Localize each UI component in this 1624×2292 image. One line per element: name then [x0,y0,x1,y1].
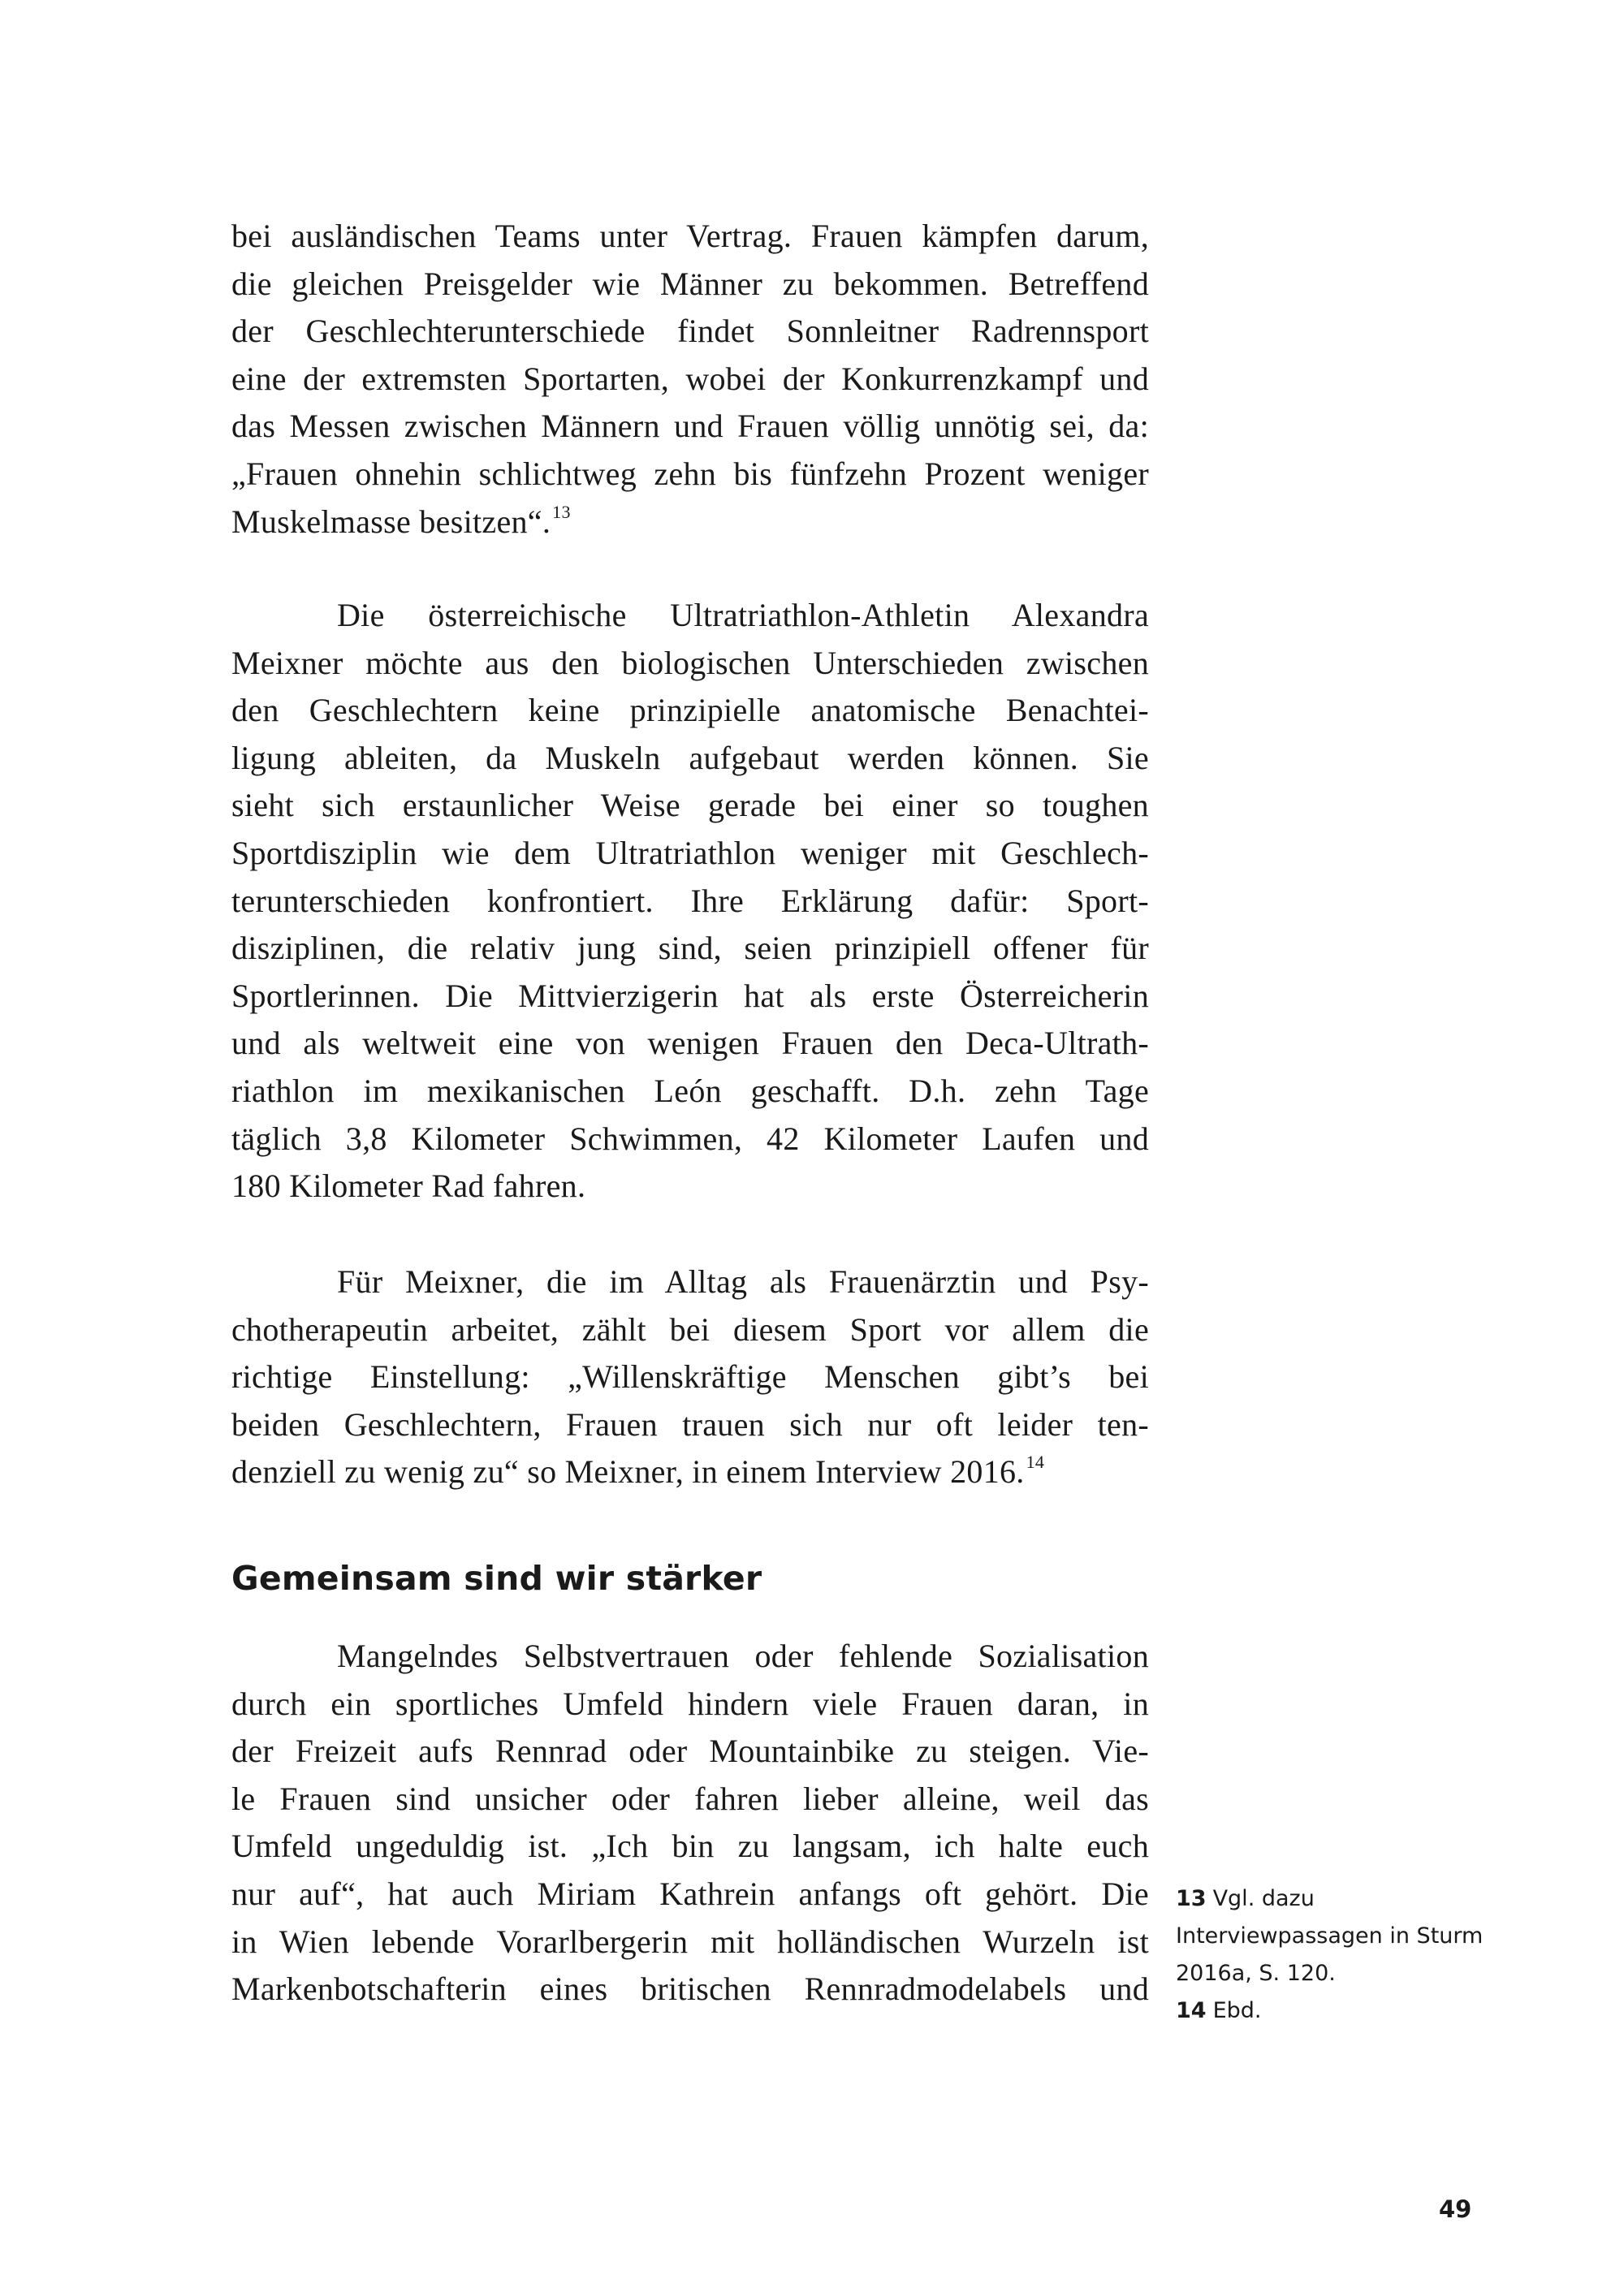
text-line: bei ausländischen Teams unter Vertrag. Frauen kämpfen darum, [231,218,1149,254]
page-number: 49 [1439,2195,1472,2223]
text-line: Sportlerinnen. Die Mittvierzigerin hat als erste Österreicherin [231,977,1149,1014]
text-line [231,1448,1149,1496]
text-line: disziplinen, die relativ jung sind, seien prinzipiell offener für [231,930,1149,967]
text-line: Die österreichische Ultratriathlon-Athletin Alexandra [337,597,1149,633]
footnote-line [1176,1992,1484,2030]
text-line: „Frauen ohnehin schlichtweg zehn bis fünfzehn Prozent weniger [231,455,1149,492]
text-line: Markenbotschafterin eines britischen Rennradmodelabels und [231,1970,1149,2008]
text-line: chotherapeutin arbeitet, zählt bei diesem Sport vor allem die [231,1310,1149,1348]
text-line: den Geschlechtern keine prinzipielle anatomische Benachtei- [231,692,1149,729]
text-line: der Geschlechterunterschiede findet Sonnleitner Radrennsport [231,313,1149,350]
text-line: nur auf“, hat auch Miriam Kathrein anfangs oft gehört. Die [231,1875,1149,1912]
body-paragraph [231,592,1149,1211]
text-line: ligung ableiten, da Muskeln aufgebaut werden können. Sie [231,739,1149,776]
text-line: Meixner möchte aus den biologischen Unterschieden zwischen [231,644,1149,681]
text-line-content: Muskelmasse besitzen“. [231,503,551,540]
text-line: 180 Kilometer Rad fahren. [231,1168,586,1205]
text-line: Mangelndes Selbstvertrauen oder fehlende Sozialisation [337,1638,1149,1674]
text-line: das Messen zwischen Männern und Frauen völlig unnötig sei, da: [231,408,1149,445]
text-line: riathlon im mexikanischen León geschafft. D.h. zehn Tage [231,1072,1149,1109]
text-line-content: denziell zu wenig zu“ so Meixner, in einem Interview 2016. [231,1453,1025,1491]
text-line: Sportdisziplin wie dem Ultratriathlon weniger mit Geschlech- [231,834,1149,871]
text-line: Für Meixner, die im Alltag als Frauenärztin und Psy- [337,1263,1149,1300]
text-line: le Frauen sind unsicher oder fahren lieber alleine, weil das [231,1780,1149,1817]
text-line: und als weltweit eine von wenigen Frauen den Deca-Ultrath- [231,1025,1149,1062]
footnote-number: 14 [1176,1998,1207,2023]
footnote-text: Vgl. dazu [1212,1886,1315,1911]
text-line: Umfeld ungeduldig ist. „Ich bin zu langsam, ich halte euch [231,1828,1149,1865]
footnote-reference: 13 [552,501,571,522]
text-line: terunterschieden konfrontiert. Ihre Erklärung dafür: Sport- [231,882,1149,919]
text-line: täglich 3,8 Kilometer Schwimmen, 42 Kilometer Laufen und [231,1120,1149,1157]
text-line: richtige Einstellung: „Willenskräftige Menschen gibt’s bei [231,1358,1149,1396]
footnote-13 [1176,1880,1484,1992]
footnote-number: 13 [1176,1886,1207,1911]
footnote-line [1176,1880,1484,1918]
text-line [231,499,1149,546]
footnote-14 [1176,1992,1484,2030]
text-line: der Freizeit aufs Rennrad oder Mountainbike zu steigen. Vie- [231,1733,1149,1770]
body-paragraph [231,1633,1149,2014]
body-paragraph [231,1258,1149,1496]
text-line: in Wien lebende Vorarlbergerin mit holländischen Wurzeln ist [231,1923,1149,1960]
text-line: die gleichen Preisgelder wie Männer zu bekommen. Betreffend [231,265,1149,302]
footnote-text: 2016a, S. 120. [1176,1961,1336,1986]
footnote-text: Interviewpassagen in Sturm [1176,1923,1484,1949]
text-line: durch ein sportliches Umfeld hindern viele Frauen daran, in [231,1685,1149,1722]
body-paragraph [231,213,1149,546]
footnote-text: Ebd. [1212,1998,1262,2023]
text-line: sieht sich erstaunlicher Weise gerade bei einer so toughen [231,787,1149,824]
text-line: eine der extremsten Sportarten, wobei der Konkurrenzkampf und [231,360,1149,397]
margin-footnotes [1176,1880,1484,2030]
text-line: beiden Geschlechtern, Frauen trauen sich nur oft leider ten- [231,1405,1149,1443]
section-heading: Gemeinsam sind wir stärker [231,1559,762,1598]
footnote-reference: 14 [1026,1452,1045,1473]
